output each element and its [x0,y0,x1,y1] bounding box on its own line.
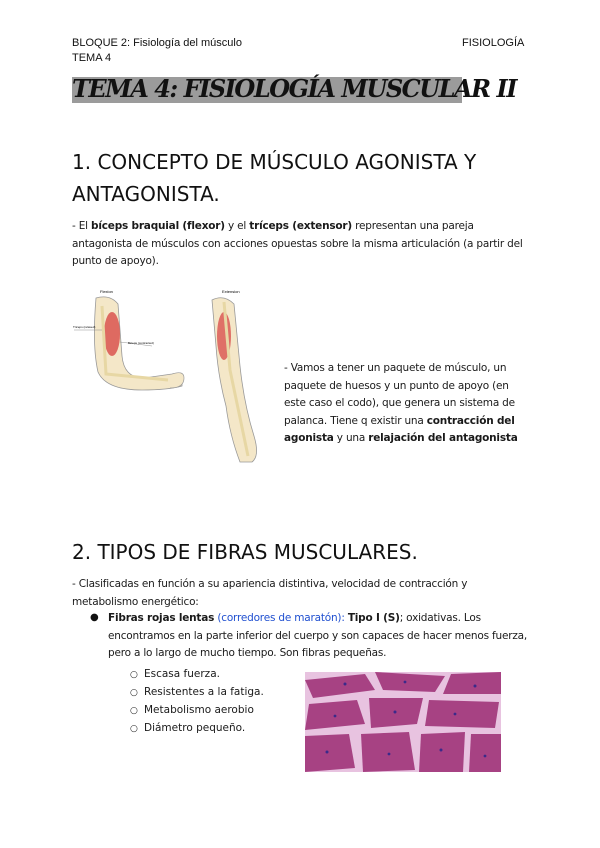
subitem-text: Diámetro pequeño. [144,722,246,734]
subitem-text: Metabolismo aerobio [144,704,254,716]
fiber-shape [443,672,501,694]
nucleus-dot [454,713,457,716]
subitem-text: Resistentes a la fatiga. [144,686,264,698]
fiber-shape [305,734,355,772]
biceps-label: Biceps (contracted) [128,341,154,345]
biceps-contracted-shape [104,312,120,356]
circle-bullet-icon: ○ [130,670,138,680]
fiber-term: Fibras rojas lentas [108,612,215,624]
contraction-term: contracción del agonista [284,414,515,444]
circle-bullet-icon: ○ [130,706,138,716]
triceps-label: Triceps (relaxed) [73,325,96,329]
nucleus-dot [404,681,407,684]
header-sub: TEMA 4 [72,52,112,64]
relaxation-term: relajación del antagonista [368,432,518,444]
fiber-description: ; oxidativas. Los encontramos en la parte inferior del cuerpo y son capaces de hacer menos fuerza, pero a lo largo de mucho tiempo. Son fibras pequeñas. [108,612,528,659]
circle-bullet-icon: ○ [130,724,138,734]
section1-heading-line2: ANTAGONISTA. [72,182,220,206]
section1-side-text [284,360,532,448]
flexion-label: Flexion [100,289,113,294]
para-text: - El [72,220,92,232]
circle-bullet-icon: ○ [130,688,138,698]
nucleus-dot [484,755,487,758]
marathon-note: (corredores de maratón): [217,612,345,624]
fiber-shape [469,734,501,772]
section2-heading: 2. TIPOS DE FIBRAS MUSCULARES. [72,540,418,564]
subitem [130,668,220,680]
arm-flexion-extension-illustration [72,286,282,468]
biceps-term: bíceps braquial (flexor) [91,220,225,232]
para-text: y el [224,220,250,232]
nucleus-dot [388,753,391,756]
section1-heading-line1: 1. CONCEPTO DE MÚSCULO AGONISTA Y [72,150,477,174]
extension-label: Extension [222,289,240,294]
nucleus-dot [326,751,329,754]
subitem [130,704,254,716]
subitem [130,722,245,734]
bullet-dot-icon: ● [90,612,99,623]
fiber-shape [361,732,415,772]
header-right: FISIOLOGÍA [462,37,525,49]
nucleus-dot [474,685,477,688]
section1-paragraph [72,218,532,271]
page-title: TEMA 4: FISIOLOGÍA MUSCULAR II [72,74,516,103]
muscle-fiber-micrograph [305,672,501,772]
subitem-text: Escasa fuerza. [144,668,220,680]
header-left: BLOQUE 2: Fisiología del músculo [72,37,242,49]
nucleus-dot [344,683,347,686]
section2-intro: - Clasificadas en función a su apariencia distintiva, velocidad de contracción y metabolismo energético: [72,578,468,608]
nucleus-dot [440,749,443,752]
para-text: representan una pareja antagonista de músculos con acciones opuestas sobre la misma articulación (a partir del punto de apoyo). [72,220,523,267]
subitem [130,686,264,698]
nucleus-dot [394,711,397,714]
fiber-shape [419,732,465,772]
side-text: - Vamos a tener un paquete de músculo, un paquete de huesos y un punto de apoyo (en este caso el codo), que genera un sistema de palanca. Tiene q existir una [284,362,515,427]
nucleus-dot [334,715,337,718]
type-term: Tipo I (S) [347,612,400,624]
fiber-shape [425,700,499,728]
triceps-term: tríceps (extensor) [249,220,352,232]
fiber-type1-paragraph [108,610,532,663]
side-text: y una [333,432,369,444]
